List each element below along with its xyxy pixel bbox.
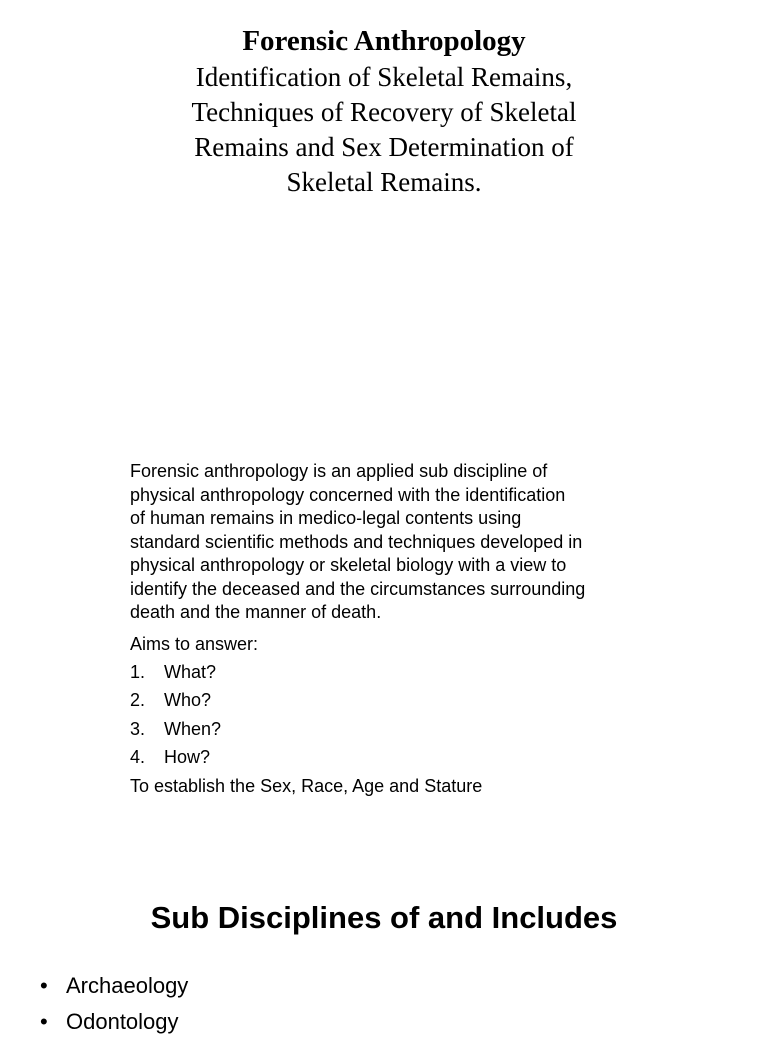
subtitle-line: Remains and Sex Determination of [194, 132, 574, 162]
page-subtitle [164, 60, 604, 200]
list-number: 4. [130, 747, 146, 768]
definition-paragraph [130, 460, 650, 625]
list-text: What? [164, 661, 217, 682]
list-item [40, 1004, 188, 1040]
paragraph-line: Forensic anthropology is an applied sub discipline of [130, 461, 548, 481]
list-text: How? [164, 747, 211, 768]
list-item [130, 658, 650, 687]
title-block [0, 22, 768, 200]
paragraph-line: standard scientific methods and techniques developed in [130, 531, 583, 552]
list-number: 2. [130, 690, 146, 711]
subtitle-line: Skeletal Remains. [286, 167, 482, 197]
paragraph-line: death and the manner of death. [130, 602, 382, 622]
list-text: Odontology [66, 1009, 179, 1034]
list-item [40, 968, 188, 1004]
sub-disciplines-list [40, 968, 188, 1040]
paragraph-line: identify the deceased and the circumstances surrounding [130, 578, 586, 599]
aims-label: Aims to answer: [130, 633, 259, 654]
list-text: Who? [164, 690, 212, 711]
list-item [130, 743, 650, 772]
paragraph-line: physical anthropology or skeletal biology with a view to [130, 555, 567, 575]
paragraph-line: physical anthropology concerned with the identification [130, 484, 566, 505]
section-title: Sub Disciplines of and Includes [150, 900, 618, 935]
bullet-icon: • [40, 1009, 48, 1034]
closing-statement: To establish the Sex, Race, Age and Stature [130, 775, 483, 796]
list-text: When? [164, 718, 222, 739]
subtitle-line: Techniques of Recovery of Skeletal [191, 97, 577, 127]
definition-block [130, 460, 650, 800]
list-text: Archaeology [66, 973, 189, 998]
paragraph-line: of human remains in medico-legal contents using [130, 508, 522, 528]
subtitle-line: Identification of Skeletal Remains, [195, 62, 573, 92]
list-number: 1. [130, 661, 146, 682]
aims-list [130, 658, 650, 772]
bullet-icon: • [40, 973, 48, 998]
list-item [130, 686, 650, 715]
page-title: Forensic Anthropology [242, 25, 526, 57]
list-item [130, 715, 650, 744]
list-number: 3. [130, 718, 146, 739]
